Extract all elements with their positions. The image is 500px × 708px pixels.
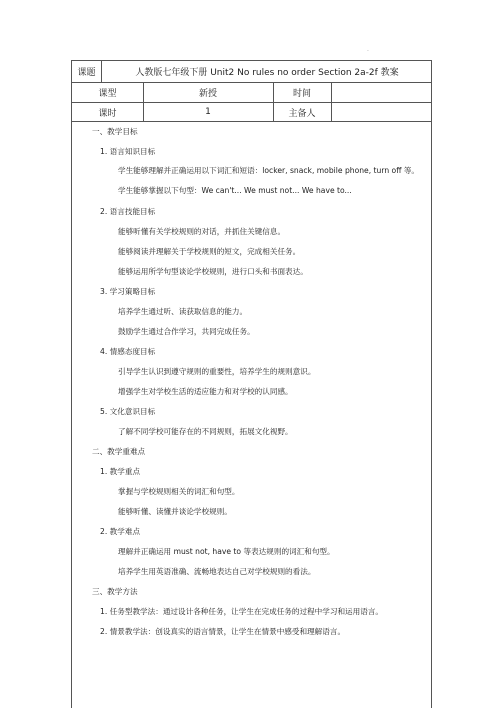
content-line: 了解不同学校可能存在的不同规则，拓展文化视野。 bbox=[118, 427, 293, 436]
content-line: 能够阅读并理解关于学校规则的短文，完成相关任务。 bbox=[118, 247, 301, 256]
content-line: 增强学生对学校生活的适应能力和对学校的认同感。 bbox=[118, 387, 293, 396]
page-mark: . bbox=[367, 46, 369, 53]
content-line: 引导学生认识到遵守规则的重要性，培养学生的规则意识。 bbox=[118, 367, 316, 376]
section-heading: 三、教学方法 bbox=[92, 587, 138, 596]
subsection-heading: 2. 教学难点 bbox=[100, 527, 141, 536]
content-line: 1. 任务型教学法：通过设计各种任务，让学生在完成任务的过程中学习和运用语言。 bbox=[100, 607, 384, 616]
content-line: 能够运用所学句型谈论学校规则，进行口头和书面表达。 bbox=[118, 267, 308, 276]
content-line: 学生能够理解并正确运用以下词汇和短语：locker, snack, mobile phone, turn off 等。 bbox=[118, 166, 420, 175]
preparer-label: 主备人 bbox=[288, 108, 316, 119]
period-label: 课时 bbox=[98, 108, 117, 119]
type-row bbox=[72, 83, 431, 103]
content-line: 能够听懂有关学校规则的对话，并抓住关键信息。 bbox=[118, 227, 286, 236]
topic-value: 人教版七年级下册 Unit2 No rules no order Section 2a-2f 教案 bbox=[135, 68, 399, 78]
subsection-heading: 1. 教学重点 bbox=[100, 467, 141, 476]
content-line: 2. 情景教学法：创设真实的语言情景，让学生在情景中感受和理解语言。 bbox=[100, 627, 346, 636]
subsection-heading: 1. 语言知识目标 bbox=[100, 147, 156, 156]
type-value: 新授 bbox=[198, 89, 217, 99]
period-row bbox=[72, 103, 431, 122]
subsection-heading: 5. 文化意识目标 bbox=[100, 407, 156, 416]
time-label: 时间 bbox=[292, 89, 311, 99]
type-label: 课型 bbox=[98, 89, 117, 99]
section-heading: 二、教学重难点 bbox=[92, 447, 146, 456]
content-line: 能够听懂、读懂并谈论学校规则。 bbox=[118, 507, 232, 516]
lesson-plan-table bbox=[71, 60, 432, 708]
content-line: 培养学生用英语准确、流畅地表达自己对学校规则的看法。 bbox=[118, 567, 316, 576]
subsection-heading: 4. 情感态度目标 bbox=[100, 347, 156, 356]
section-heading: 一、教学目标 bbox=[92, 127, 138, 136]
content-line: 培养学生通过听、读获取信息的能力。 bbox=[118, 307, 248, 316]
content-line: 理解并正确运用 must not, have to 等表达规则的词汇和句型。 bbox=[118, 547, 335, 556]
preparer-value bbox=[331, 103, 433, 121]
content-line: 掌握与学校规则相关的词汇和句型。 bbox=[118, 487, 240, 496]
content-line: 学生能够掌握以下句型：We can't... We must not... We have to... bbox=[118, 186, 352, 195]
subsection-heading: 2. 语言技能目标 bbox=[100, 207, 156, 216]
subsection-heading: 3. 学习策略目标 bbox=[100, 287, 156, 296]
content-line: 鼓励学生通过合作学习，共同完成任务。 bbox=[118, 327, 255, 336]
topic-label: 课题 bbox=[77, 68, 96, 78]
topic-row bbox=[72, 61, 431, 83]
time-value bbox=[331, 83, 433, 102]
period-value: 1 bbox=[205, 107, 211, 117]
